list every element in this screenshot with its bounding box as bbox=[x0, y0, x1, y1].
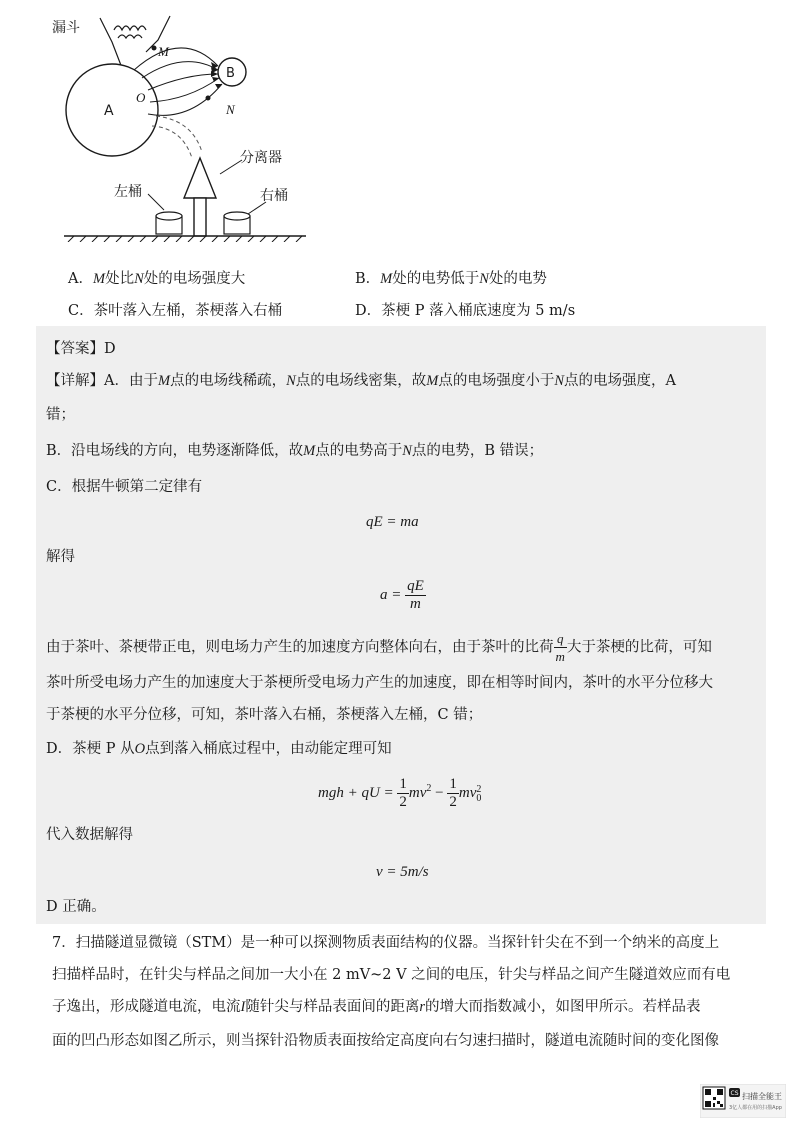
option-a-letter: A． bbox=[68, 271, 93, 287]
eq3-half-den: 2 bbox=[399, 794, 407, 810]
funnel bbox=[100, 16, 170, 68]
ground bbox=[64, 236, 306, 242]
detail-a-t4: 点的电场强度，A bbox=[564, 373, 676, 389]
detail-a-m1: M bbox=[157, 373, 171, 389]
eq2-num: qE bbox=[407, 578, 424, 594]
eq3-mv: mv bbox=[408, 784, 427, 801]
eq3-sq2: 2 bbox=[476, 783, 482, 795]
funnel-label: 漏斗 bbox=[52, 20, 80, 36]
conclusion-line: D 正确。 bbox=[46, 899, 106, 915]
eq3-mv0: mv bbox=[458, 784, 477, 801]
detail-a-line bbox=[46, 370, 676, 392]
solve-label-2: 代入数据解得 bbox=[46, 827, 133, 843]
point-n bbox=[206, 96, 211, 101]
detail-a-m2: M bbox=[426, 373, 439, 389]
p1-t2: 大于茶梗的比荷，可知 bbox=[566, 639, 712, 656]
option-a-n: N bbox=[134, 271, 144, 287]
detail-b-m: M bbox=[303, 443, 316, 459]
q7-l3b: 随针尖与样品表面间的距离 bbox=[245, 999, 420, 1015]
point-o-label: O bbox=[136, 90, 146, 105]
point-m bbox=[152, 46, 157, 51]
detail-b-t3: 点的电势，B 错误； bbox=[411, 443, 544, 459]
separator-diagram bbox=[52, 10, 312, 242]
option-b-text-2: 处的电势 bbox=[488, 271, 547, 287]
p1-t1: 由于茶叶、茶梗带正电，则电场力产生的加速度方向整体向右，由于茶叶的比荷 bbox=[46, 639, 554, 656]
detail-a-prefix: 【详解】A．由于 bbox=[46, 373, 158, 389]
equation-energy bbox=[318, 776, 481, 811]
detail-d-t2: 点到落入桶底过程中，由动能定理可知 bbox=[145, 741, 392, 757]
option-c bbox=[68, 300, 282, 322]
option-d-letter: D． bbox=[355, 303, 382, 319]
option-b-n: N bbox=[479, 271, 489, 287]
detail-b-t1: B．沿电场线的方向，电势逐渐降低，故 bbox=[46, 443, 304, 459]
option-d bbox=[355, 300, 575, 322]
detail-b-line bbox=[46, 440, 543, 462]
eq3-minus: − bbox=[435, 784, 444, 801]
detail-a-wrap: 错； bbox=[46, 407, 75, 423]
equation-newton: qE = ma bbox=[366, 514, 419, 530]
q7-r: r bbox=[419, 999, 425, 1015]
paragraph-charge-2: 茶叶所受电场力产生的加速度大于茶梗所受电场力产生的加速度，即在相等时间内，茶叶的水平分位移大 bbox=[46, 675, 713, 691]
eq3-half2-den: 2 bbox=[449, 794, 457, 810]
right-bucket bbox=[224, 212, 250, 234]
trajectories bbox=[152, 116, 202, 158]
option-b-m: M bbox=[380, 271, 393, 287]
eq3-lhs: mgh + qU = bbox=[318, 784, 394, 801]
equation-velocity: v = 5m/s bbox=[376, 864, 429, 880]
eq2-den: m bbox=[410, 596, 421, 612]
option-a-m: M bbox=[92, 271, 106, 287]
detail-d-t1: D．茶梗 P 从 bbox=[46, 741, 135, 757]
watermark-subtitle: 3亿人都在用的扫描App bbox=[729, 1105, 782, 1111]
detail-a-n1: N bbox=[286, 373, 296, 389]
right-bucket-label: 右桶 bbox=[260, 188, 288, 204]
option-b-text-1: 处的电势低于 bbox=[392, 271, 480, 287]
detail-d-o: O bbox=[134, 741, 146, 757]
eq3-sq: 2 bbox=[426, 782, 432, 794]
eq3-half-num: 1 bbox=[399, 776, 407, 792]
p1-num: q bbox=[554, 630, 567, 648]
detail-c-line: C．根据牛顿第二定律有 bbox=[46, 479, 203, 495]
solution-box bbox=[36, 326, 766, 924]
detail-b-n: N bbox=[402, 443, 412, 459]
watermark-title: 扫描全能王 bbox=[742, 1092, 782, 1101]
separator-label: 分离器 bbox=[240, 150, 282, 166]
eq3-half2-num: 1 bbox=[449, 776, 457, 792]
detail-a-n2: N bbox=[554, 373, 565, 389]
option-a-text-1: 处比 bbox=[105, 271, 135, 287]
question7-line-4: 面的凹凸形态如图乙所示，则当探针沿物质表面按给定高度向右匀速扫描时，隧道电流随时间的变化图像 bbox=[52, 1033, 719, 1049]
qr-code-icon bbox=[703, 1087, 725, 1109]
question7-line-3 bbox=[52, 996, 701, 1018]
q7-l3a: 子逸出，形成隧道电流，电流 bbox=[52, 999, 241, 1015]
option-c-text: 茶叶落入左桶，茶梗落入右桶 bbox=[93, 303, 283, 319]
detail-a-t2: 点的电场线密集，故 bbox=[295, 373, 427, 389]
q7-i: I bbox=[240, 999, 246, 1015]
eq3-sub0: 0 bbox=[476, 792, 482, 804]
eq2-lhs: a = bbox=[380, 586, 402, 603]
paragraph-charge-3: 于茶梗的水平分位移，可知，茶叶落入右桶，茶梗落入左桶，C 错； bbox=[46, 707, 483, 723]
question7-line-1: 7．扫描隧道显微镜（STM）是一种可以探测物质表面结构的仪器。当探针针尖在不到一个纳米的高度上 bbox=[52, 935, 720, 951]
q7-l3c: 的增大而指数减小，如图甲所示。若样品表 bbox=[425, 999, 701, 1015]
solve-label-1: 解得 bbox=[46, 549, 75, 565]
option-b bbox=[355, 268, 547, 290]
question7-line-2: 扫描样品时，在针尖与样品之间加一大小在 2 mV~2 V 之间的电压，针尖与样品之间产生隧道效应而有电 bbox=[52, 967, 731, 983]
option-c-letter: C． bbox=[68, 303, 94, 319]
separator bbox=[184, 158, 216, 236]
drum-a-label: A bbox=[104, 103, 114, 119]
point-m-label: M bbox=[158, 44, 169, 59]
cs-badge-text: CS bbox=[730, 1090, 739, 1097]
left-bucket bbox=[156, 212, 182, 234]
drum-b-label: B bbox=[226, 66, 235, 81]
detail-d-line bbox=[46, 738, 392, 760]
option-a-text-2: 处的电场强度大 bbox=[143, 271, 246, 287]
equation-acceleration bbox=[380, 578, 426, 613]
detail-a-t3: 点的电场强度小于 bbox=[438, 373, 555, 389]
paragraph-charge-1 bbox=[46, 630, 712, 665]
left-bucket-label: 左桶 bbox=[114, 184, 142, 200]
point-n-label: N bbox=[226, 102, 235, 117]
option-a bbox=[68, 268, 245, 290]
detail-a-t1: 点的电场线稀疏， bbox=[170, 373, 287, 389]
detail-b-t2: 点的电势高于 bbox=[315, 443, 403, 459]
p1-den: m bbox=[555, 649, 565, 664]
answer-line: 【答案】D bbox=[46, 341, 116, 357]
option-d-text: 茶梗 P 落入桶底速度为 5 m/s bbox=[381, 303, 576, 319]
option-b-letter: B． bbox=[355, 271, 381, 287]
